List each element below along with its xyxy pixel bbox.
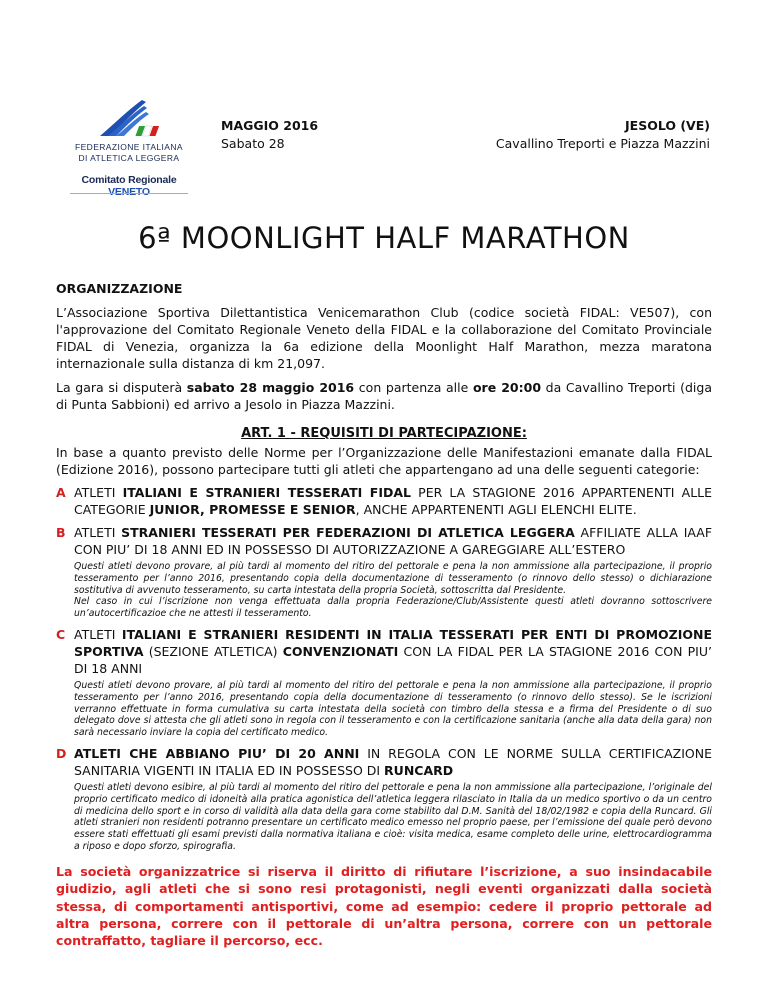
category-item-b <box>56 524 712 620</box>
art1-intro: In base a quanto previsto delle Norme per l’Organizzazione delle Manifestazioni emanate dalla FIDAL (Edizione 2016), possono partecipare tutti gli atleti che appartengano ad una delle seguenti categorie: <box>56 445 712 477</box>
race-info: La gara si disputerà sabato 28 maggio 2016 con partenza alle ore 20:00 da Cavallino Treporti (diga di Punta Sabbioni) ed arrivo a Jesolo in Piazza Mazzini. <box>56 380 713 412</box>
fidal-emblem-icon <box>94 96 174 140</box>
category-item-d <box>56 745 712 853</box>
logo-text-line2: DI ATLETICA LEGGERA <box>78 153 180 163</box>
item-letter: C <box>56 626 66 642</box>
org-text: L’Associazione Sportiva Dilettantistica Venicemarathon Club (codice società FIDAL: VE507), con l'approvazione del Comitato Regionale Veneto della FIDAL e la collaborazione del Comitato Provinciale FIDAL di Venezia, organizza la 6a edizione della Moonlight Half Marathon, mezza maratona internazionale sulla distanza di km 21,097. <box>56 305 712 371</box>
header-city: JESOLO (VE) <box>625 118 710 133</box>
fidal-logo <box>68 96 190 196</box>
header-date <box>221 117 318 153</box>
logo-text-line1: FEDERAZIONE ITALIANA <box>75 142 183 152</box>
item-letter: D <box>56 745 67 761</box>
org-heading: ORGANIZZAZIONE <box>56 281 183 296</box>
warning-notice: La società organizzatrice si riserva il diritto di rifiutare l’iscrizione, a suo insindacabile giudizio, agli atleti che si sono resi protagonisti, negli eventi organizzati dalla società stessa, di comportamenti antisportivi, come ad esempio: cedere il proprio pettorale ad altra persona, correre con il pettorale di un’altra persona, correre con un pettorale contraffatto, tagliare il percorso, ecc. <box>56 863 712 949</box>
item-letter: A <box>56 485 66 500</box>
item-text: ATLETI ITALIANI E STRANIERI RESIDENTI IN ITALIA TESSERATI PER ENTI DI PROMOZIONE SPORTIVA (SEZIONE ATLETICA) CONVENZIONATI CON LA FIDAL PER LA STAGIONE 2016 CON PIU’ DI 18 ANNI Questi atleti devono provare, al più tardi al momento del ritiro del pettorale e pena la non ammissione alla partecipazione, il proprio tesseramento per l’anno 2016, presentando copia della documentazione di tesseramento (o rinnovo dello stesso). Se le iscrizioni verranno effettuate in forma cumulativa su carta intestata della società con timbro della stessa e a firma del Presidente o di suo delegato dove si attesta che gli atleti sono in regola con il tesseramento e con la certificazione sanitaria (anche alla data della gara) non sarà necessario inviare la copia del certificato medico. <box>74 626 713 739</box>
category-item-c <box>56 626 712 739</box>
item-text: ATLETI CHE ABBIANO PIU’ DI 20 ANNI IN REGOLA CON LE NORME SULLA CERTIFICAZIONE SANITARIA VIGENTI IN ITALIA ED IN POSSESSO DI RUNCARD Questi atleti devono esibire, al più tardi al momento del ritiro del pettorale e pena la non ammissione alla partecipazione, l’originale del proprio certificato medico di idoneità alla pratica agonistica dell’atletica leggera rilasciato in Italia da un medico sportivo o da un centro di medicina dello sport e in corso di validità alla data della gara come stabilito dal D.M. Sanità del 18/02/1982 e copia della Runcard. Gli atleti stranieri non residenti potranno presentare un certificato medico emesso nel proprio paese, per l’emissione del quale però devono essere stati effettuati gli esami previsti dalla normativa italiana e cioè: visita medica, esame completo delle urine, elettrocardiogramma a riposo e dopo sforzo, spirografia. <box>74 745 712 852</box>
item-text: ATLETI STRANIERI TESSERATI PER FEDERAZIONI DI ATLETICA LEGGERA AFFILIATE ALLA IAAF CON PIU’ DI 18 ANNI ED IN POSSESSO DI AUTORIZZAZIONE A GAREGGIARE ALL’ESTERO Questi atleti devono provare, al più tardi al momento del ritiro del pettorale e pena la non ammissione alla partecipazione, il proprio tesseramento per l’anno 2016, presentando copia della documentazione di tesseramento (o rinnovo dello stesso) o dichiarazione sostitutiva di avvenuto tesseramento, su carta intestata della propria Società, sottoscritta dal Presidente. Nel caso in cui l’iscrizione non venga effettuata dalla propria Federazione/Club/Assistente questi atleti dovranno sottoscrivere un’autocertificazioe che ne attesti il tesseramento. <box>74 525 713 620</box>
item-letter: B <box>56 525 66 540</box>
header-day: Sabato 28 <box>221 136 285 151</box>
item-note: Questi atleti devono esibire, al più tardi al momento del ritiro del pettorale e pena la non ammissione alla partecipazione, l’originale del proprio certificato medico di idoneità alla pratica agonistica dell’atletica leggera rilasciato in Italia da un medico sportivo o da un centro di medicina dello sport e in corso di validità alla data della gara come stabilito dal D.M. Sanità del 18/02/1982 e copia della Runcard. Gli atleti stranieri non residenti potranno presentare un certificato medico emesso nel proprio paese, per l’emissione del quale però devono essere stati effettuati gli esami previsti dalla normativa italiana e cioè: visita medica, esame completo delle urine, elettrocardiogramma a riposo e dopo sforzo, spirografia. <box>74 781 712 852</box>
art1-heading: ART. 1 - REQUISITI DI PARTECIPAZIONE: <box>241 426 527 441</box>
item-note: Questi atleti devono provare, al più tardi al momento del ritiro del pettorale e pena la non ammissione alla partecipazione, il proprio tesseramento per l’anno 2016, presentando copia della documentazione di tesseramento (o rinnovo dello stesso) o dichiarazione sostitutiva di avvenuto tesseramento, su carta intestata della propria Società, sottoscritta dal Presidente. Nel caso in cui l’iscrizione non venga effettuata dalla propria Federazione/Club/Assistente questi atleti dovranno sottoscrivere un’autocertificazioe che ne attesti il tesseramento. <box>74 561 712 620</box>
header-month: MAGGIO 2016 <box>221 118 319 133</box>
header-place: Cavallino Treporti e Piazza Mazzini <box>495 136 710 151</box>
document-body <box>56 280 712 950</box>
logo-divider <box>70 193 188 194</box>
item-note: Questi atleti devono provare, al più tardi al momento del ritiro del pettorale e pena la non ammissione alla partecipazione, il proprio tesseramento per l’anno 2016, presentando copia della documentazione di tesseramento (o rinnovo dello stesso). Se le iscrizioni verranno effettuate in forma cumulativa su carta intestata della società con timbro della stessa e a firma del Presidente o di suo delegato dove si attesta che gli atleti sono in regola con il tesseramento e con la certificazione sanitaria (anche alla data della gara) non sarà necessario inviare la copia del certificato medico. <box>74 679 712 739</box>
category-item-a <box>56 484 712 518</box>
page-title: 6ª MOONLIGHT HALF MARATHON <box>138 221 630 255</box>
item-text: ATLETI ITALIANI E STRANIERI TESSERATI FIDAL PER LA STAGIONE 2016 APPARTENENTI ALLE CATEGORIE JUNIOR, PROMESSE E SENIOR, ANCHE APPARTENENTI AGLI ELENCHI ELITE. <box>74 485 713 517</box>
logo-text-line3: Comitato Regionale VENETO <box>81 174 177 198</box>
header-location <box>496 117 710 153</box>
